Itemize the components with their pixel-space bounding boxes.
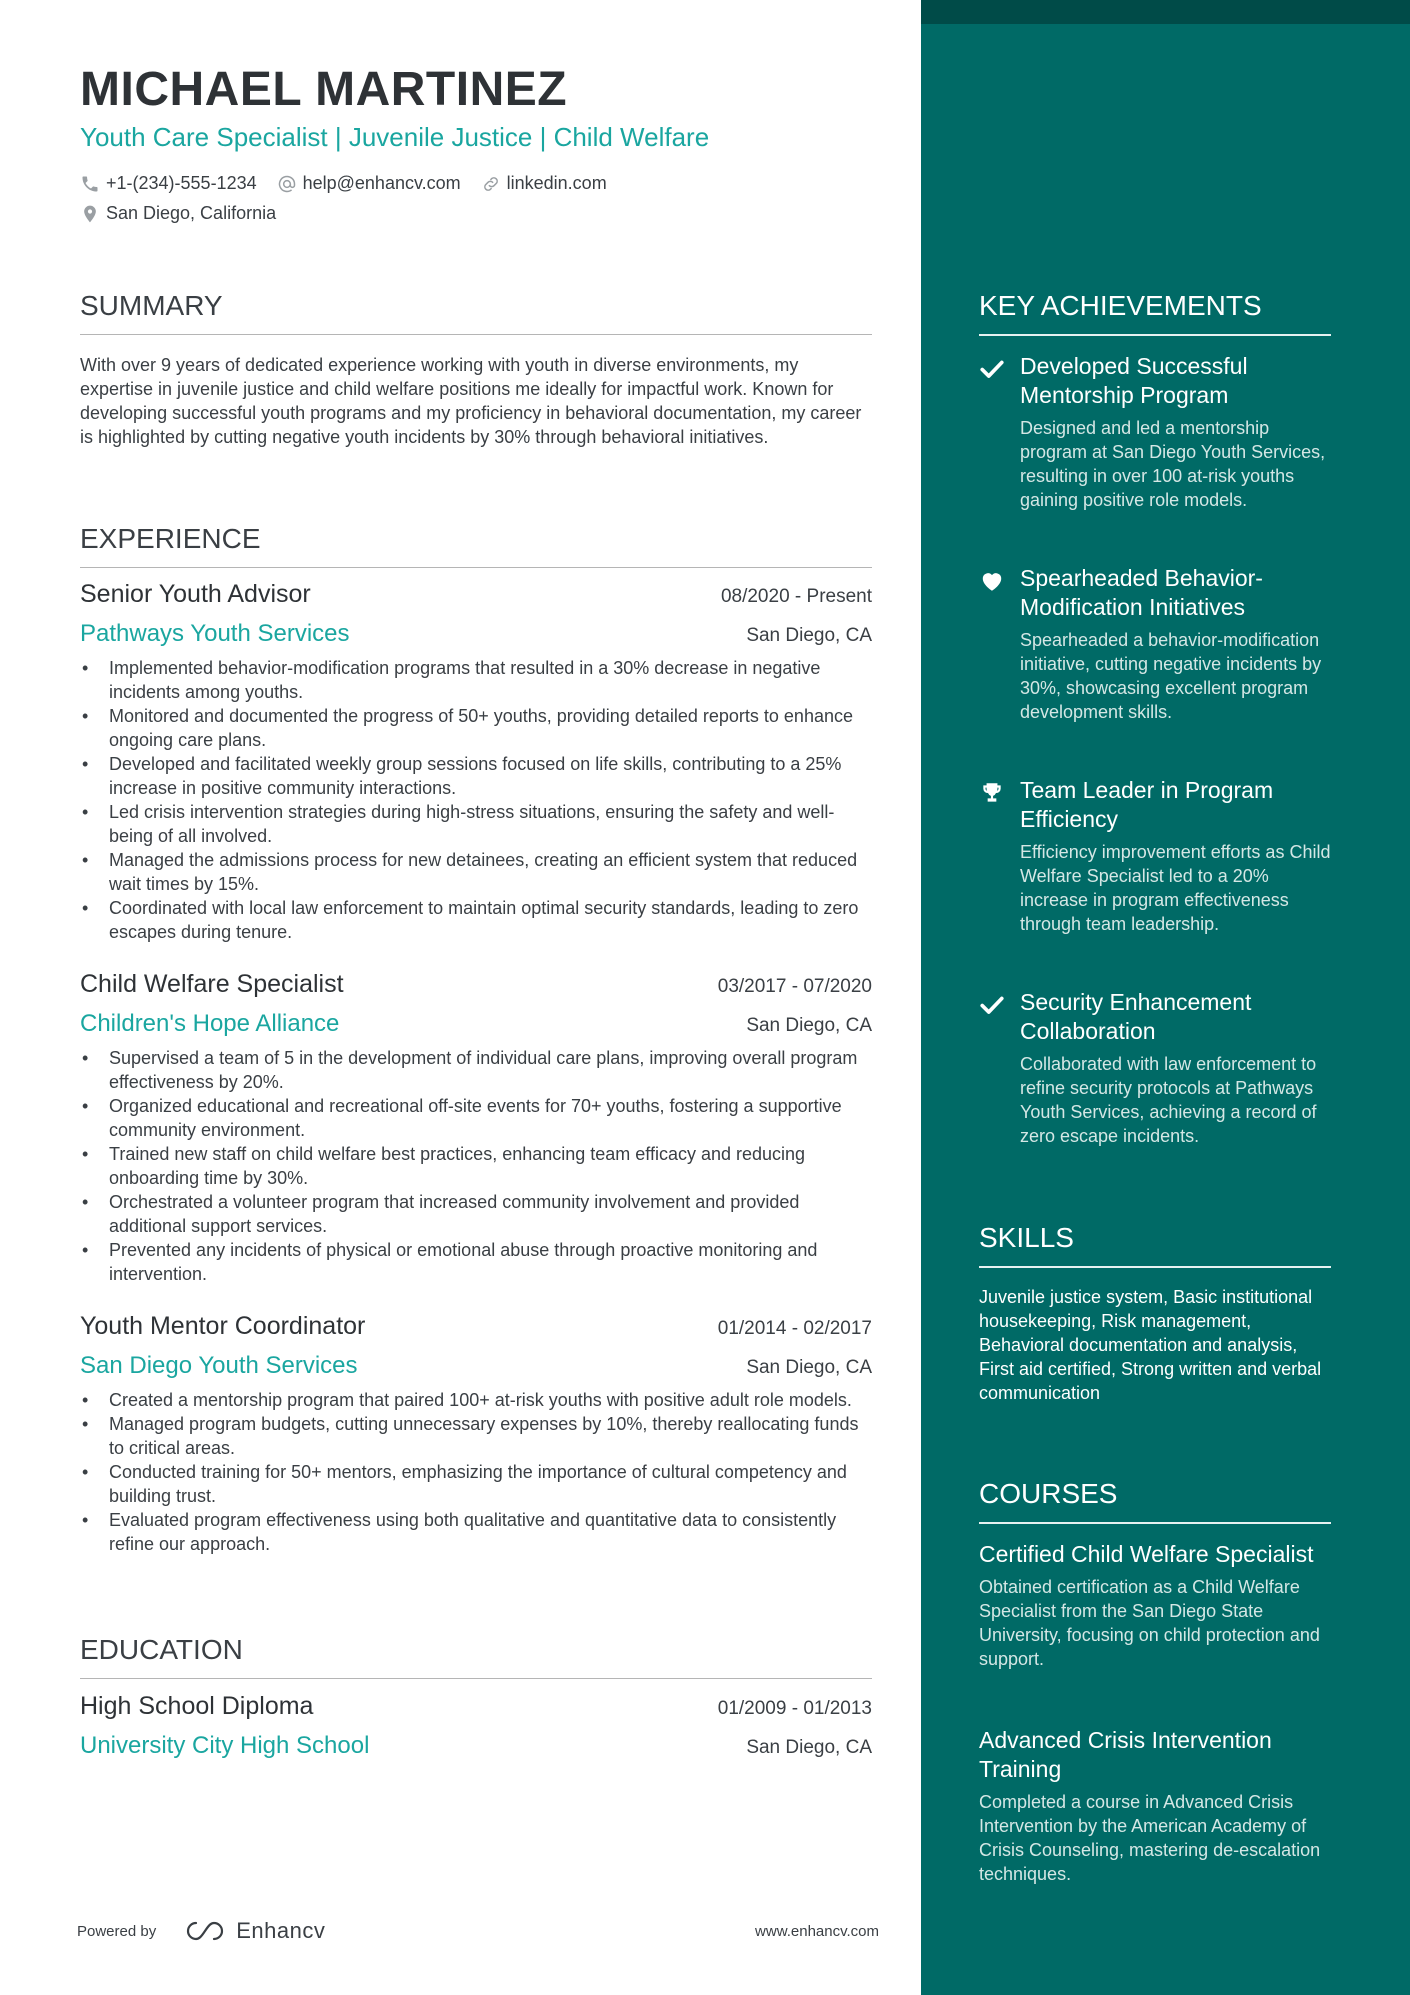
contact-location: [80, 203, 276, 224]
skills-heading: SKILLS: [979, 1222, 1331, 1268]
location-pin-icon: [80, 204, 100, 224]
course-item: [979, 1726, 1331, 1886]
powered-by-label: Powered by: [77, 1922, 157, 1940]
job-entry: [80, 1312, 872, 1556]
brand-logo[interactable]: [182, 1918, 325, 1944]
job-bullet: • Supervised a team of 5 in the development of individual care plans, improving overall program effectiveness by 20%.: [80, 1046, 872, 1094]
achievement-title: Spearheaded Behavior-Modification Initiatives: [1020, 565, 1263, 620]
enhancv-logo-icon: [182, 1919, 228, 1943]
link-icon: [481, 174, 501, 194]
job-dates: 08/2020 - Present: [720, 586, 872, 607]
achievement-desc: Spearheaded a behavior-modification initiative, cutting negative incidents by 30%, showcasing excellent program development skills.: [1020, 630, 1322, 722]
achievement-item: [979, 776, 1331, 936]
at-icon: [277, 174, 297, 194]
job-bullet: • Orchestrated a volunteer program that increased community involvement and provided additional support services.: [80, 1190, 872, 1238]
course-title: Advanced Crisis Intervention Training: [979, 1727, 1272, 1782]
achievement-item: [979, 564, 1331, 724]
job-company: San Diego Youth Services: [80, 1352, 358, 1379]
experience-heading: EXPERIENCE: [80, 523, 872, 568]
job-location: San Diego, CA: [746, 625, 872, 646]
job-entry: [80, 580, 872, 944]
footer: [77, 1916, 879, 1946]
job-dates: 03/2017 - 07/2020: [717, 976, 872, 997]
job-bullet: • Trained new staff on child welfare best practices, enhancing team efficacy and reducing onboarding time by 30%.: [80, 1142, 872, 1190]
courses-heading: COURSES: [979, 1478, 1331, 1524]
course-desc: Completed a course in Advanced Crisis Intervention by the American Academy of Crisis Counseling, mastering de-escalation techniques.: [979, 1792, 1321, 1884]
job-bullet: • Created a mentorship program that paired 100+ at-risk youths with positive adult role models.: [80, 1388, 872, 1412]
powered-by: [77, 1918, 325, 1944]
job-bullet: • Prevented any incidents of physical or emotional abuse through proactive monitoring and intervention.: [80, 1238, 872, 1286]
check-icon: [979, 356, 1005, 382]
job-bullet: • Monitored and documented the progress of 50+ youths, providing detailed reports to enhance ongoing care plans.: [80, 704, 872, 752]
education-dates: 01/2009 - 01/2013: [717, 1698, 872, 1719]
skills-text: Juvenile justice system, Basic institutional housekeeping, Risk management, Behavioral documentation and analysis, First aid certified, Strong written and verbal communication: [979, 1287, 1322, 1403]
job-bullet: • Implemented behavior-modification programs that resulted in a 30% decrease in negative incidents among youths.: [80, 656, 872, 704]
job-entry: [80, 970, 872, 1286]
course-item: [979, 1540, 1331, 1671]
candidate-name: MICHAEL MARTINEZ: [80, 63, 568, 116]
job-location: San Diego, CA: [746, 1015, 872, 1036]
contact-email[interactable]: [277, 173, 461, 194]
check-icon: [979, 992, 1005, 1018]
job-bullets: [80, 1388, 872, 1556]
job-title: Senior Youth Advisor: [80, 580, 311, 608]
achievement-desc: Efficiency improvement efforts as Child Welfare Specialist led to a 20% increase in program effectiveness through team leadership.: [1020, 842, 1331, 934]
job-bullet: • Managed program budgets, cutting unnecessary expenses by 10%, thereby reallocating funds to critical areas.: [80, 1412, 872, 1460]
job-bullet: • Conducted training for 50+ mentors, emphasizing the importance of cultural competency and building trust.: [80, 1460, 872, 1508]
contact-website[interactable]: [481, 173, 607, 194]
achievement-desc: Collaborated with law enforcement to refine security protocols at Pathways Youth Services, achieving a record of zero escape incidents.: [1020, 1054, 1317, 1146]
job-bullets: [80, 1046, 872, 1286]
achievement-title: Security Enhancement Collaboration: [1020, 989, 1252, 1044]
achievement-item: [979, 352, 1331, 512]
job-bullet: • Developed and facilitated weekly group sessions focused on life skills, contributing to a 25% increase in positive community interactions.: [80, 752, 872, 800]
job-title: Child Welfare Specialist: [80, 970, 344, 998]
job-title: Youth Mentor Coordinator: [80, 1312, 366, 1340]
location-text: San Diego, California: [106, 203, 277, 223]
education-entry: [80, 1692, 872, 1764]
website-text: linkedin.com: [506, 173, 607, 193]
job-bullets: [80, 656, 872, 944]
contact-row: [80, 173, 607, 194]
location-row: [80, 203, 276, 224]
job-bullet: • Coordinated with local law enforcement to maintain optimal security standards, leading to zero escapes during tenure.: [80, 896, 872, 944]
job-bullet: • Led crisis intervention strategies during high-stress situations, ensuring the safety and well-being of all involved.: [80, 800, 872, 848]
achievement-title: Team Leader in Program Efficiency: [1020, 777, 1274, 832]
achievement-title: Developed Successful Mentorship Program: [1020, 353, 1248, 408]
email-text: help@enhancv.com: [302, 173, 461, 193]
sidebar-top-band: [921, 0, 1410, 24]
contact-phone[interactable]: [80, 173, 257, 194]
education-location: San Diego, CA: [746, 1737, 872, 1758]
brand-name: Enhancv: [236, 1918, 326, 1943]
education-degree: High School Diploma: [80, 1692, 314, 1720]
achievement-desc: Designed and led a mentorship program at San Diego Youth Services, resulting in over 100 at-risk youths gaining positive role models.: [1020, 418, 1326, 510]
education-school: University City High School: [80, 1732, 370, 1759]
job-bullet: • Organized educational and recreational off-site events for 70+ youths, fostering a supportive community environment.: [80, 1094, 872, 1142]
job-bullet: • Managed the admissions process for new detainees, creating an efficient system that reduced wait times by 15%.: [80, 848, 872, 896]
course-desc: Obtained certification as a Child Welfare Specialist from the San Diego State University, focusing on child protection and support.: [979, 1577, 1320, 1669]
footer-url[interactable]: www.enhancv.com: [755, 1922, 879, 1940]
achievements-heading: KEY ACHIEVEMENTS: [979, 290, 1331, 336]
achievement-item: [979, 988, 1331, 1148]
phone-text: +1-(234)-555-1234: [106, 173, 257, 193]
phone-icon: [80, 174, 100, 194]
job-location: San Diego, CA: [746, 1357, 872, 1378]
job-dates: 01/2014 - 02/2017: [717, 1318, 872, 1339]
summary-text: With over 9 years of dedicated experience working with youth in diverse environments, my expertise in juvenile justice and child welfare positions me ideally for impactful work. Known for developing successful youth programs and my proficiency in behavioral documentation, my career is highlighted by cutting negative youth incidents by 30% through behavioral initiatives.: [80, 355, 862, 447]
education-heading: EDUCATION: [80, 1634, 872, 1679]
job-company: Pathways Youth Services: [80, 620, 350, 647]
trophy-icon: [979, 780, 1005, 806]
summary-heading: SUMMARY: [80, 290, 872, 335]
job-company: Children's Hope Alliance: [80, 1010, 340, 1037]
heart-icon: [979, 568, 1005, 594]
candidate-headline: Youth Care Specialist | Juvenile Justice | Child Welfare: [80, 122, 710, 152]
job-bullet: • Evaluated program effectiveness using both qualitative and quantitative data to consistently refine our approach.: [80, 1508, 872, 1556]
course-title: Certified Child Welfare Specialist: [979, 1541, 1314, 1567]
